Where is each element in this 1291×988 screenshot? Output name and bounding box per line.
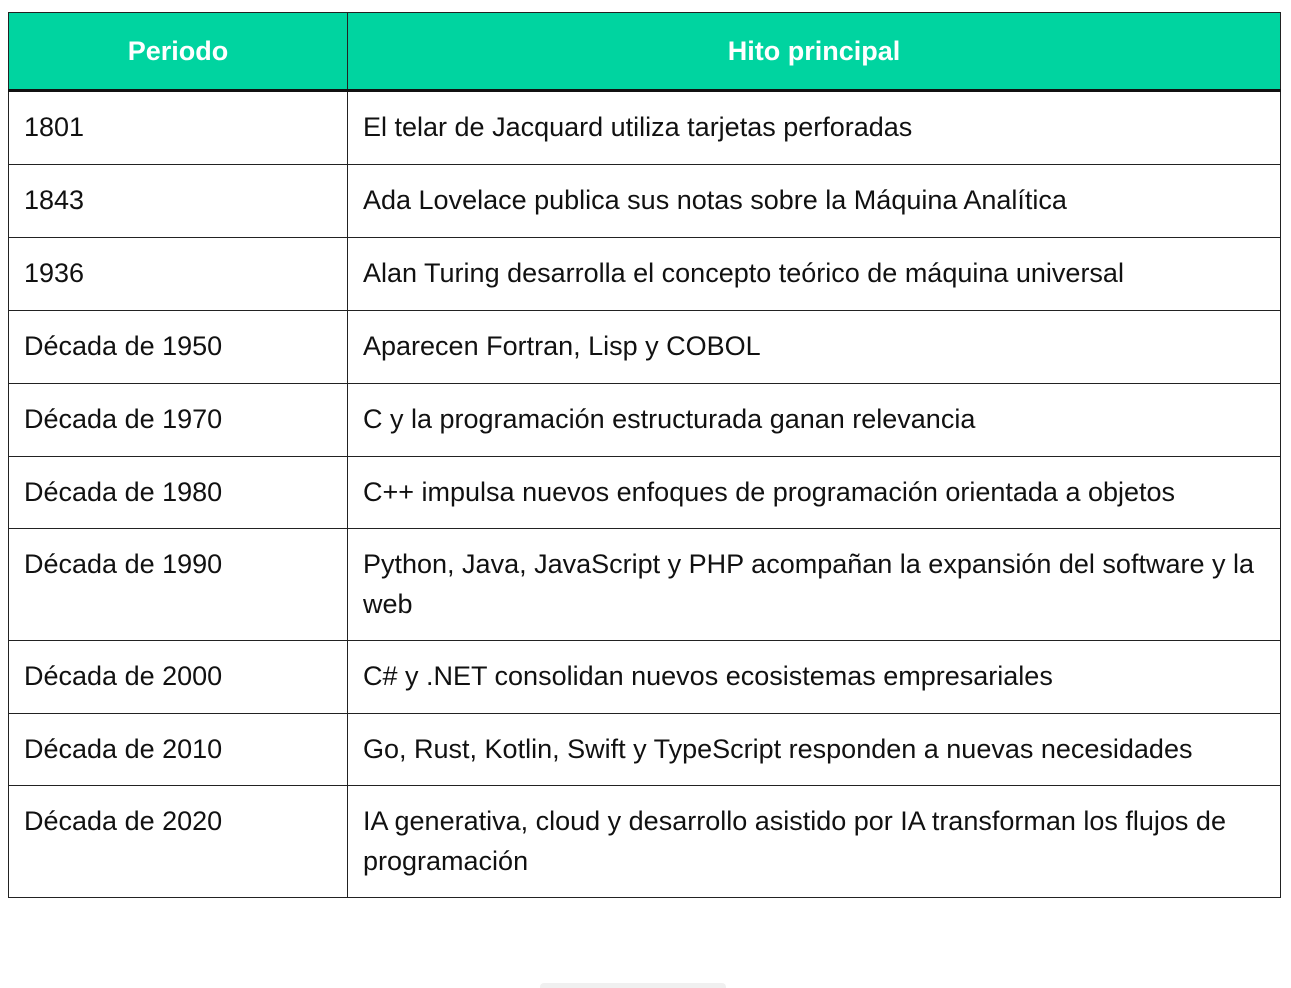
cell-milestone: C y la programación estructurada ganan relevancia — [348, 384, 1281, 457]
cell-milestone: Aparecen Fortran, Lisp y COBOL — [348, 311, 1281, 384]
table-row — [9, 91, 1281, 165]
table-row — [9, 165, 1281, 238]
cell-milestone: C++ impulsa nuevos enfoques de programación orientada a objetos — [348, 457, 1281, 529]
cell-period: Década de 1950 — [9, 311, 348, 384]
table-body — [9, 91, 1281, 898]
cell-milestone: IA generativa, cloud y desarrollo asistido por IA transforman los flujos de programación — [348, 786, 1281, 898]
header-row — [9, 13, 1281, 91]
table-row — [9, 641, 1281, 714]
cell-period: Década de 2000 — [9, 641, 348, 714]
header-period: Periodo — [9, 13, 348, 91]
table-row — [9, 529, 1281, 641]
cell-period: Década de 2010 — [9, 714, 348, 786]
table-row — [9, 238, 1281, 311]
cell-period: 1801 — [9, 91, 348, 165]
table-row — [9, 786, 1281, 898]
cell-milestone: Go, Rust, Kotlin, Swift y TypeScript responden a nuevas necesidades — [348, 714, 1281, 786]
cell-milestone: Ada Lovelace publica sus notas sobre la Máquina Analítica — [348, 165, 1281, 238]
table-row — [9, 457, 1281, 529]
table-row — [9, 384, 1281, 457]
timeline-table — [8, 12, 1281, 898]
page-scroll-indicator — [540, 983, 726, 988]
timeline-table-container — [8, 12, 1280, 898]
table-row — [9, 714, 1281, 786]
cell-period: 1843 — [9, 165, 348, 238]
cell-period: Década de 1970 — [9, 384, 348, 457]
header-milestone: Hito principal — [348, 13, 1281, 91]
table-header — [9, 13, 1281, 91]
table-row — [9, 311, 1281, 384]
cell-milestone: Python, Java, JavaScript y PHP acompañan la expansión del software y la web — [348, 529, 1281, 641]
cell-period: Década de 2020 — [9, 786, 348, 898]
cell-period: Década de 1990 — [9, 529, 348, 641]
cell-period: Década de 1980 — [9, 457, 348, 529]
cell-milestone: C# y .NET consolidan nuevos ecosistemas empresariales — [348, 641, 1281, 714]
cell-milestone: Alan Turing desarrolla el concepto teórico de máquina universal — [348, 238, 1281, 311]
cell-milestone: El telar de Jacquard utiliza tarjetas perforadas — [348, 91, 1281, 165]
cell-period: 1936 — [9, 238, 348, 311]
